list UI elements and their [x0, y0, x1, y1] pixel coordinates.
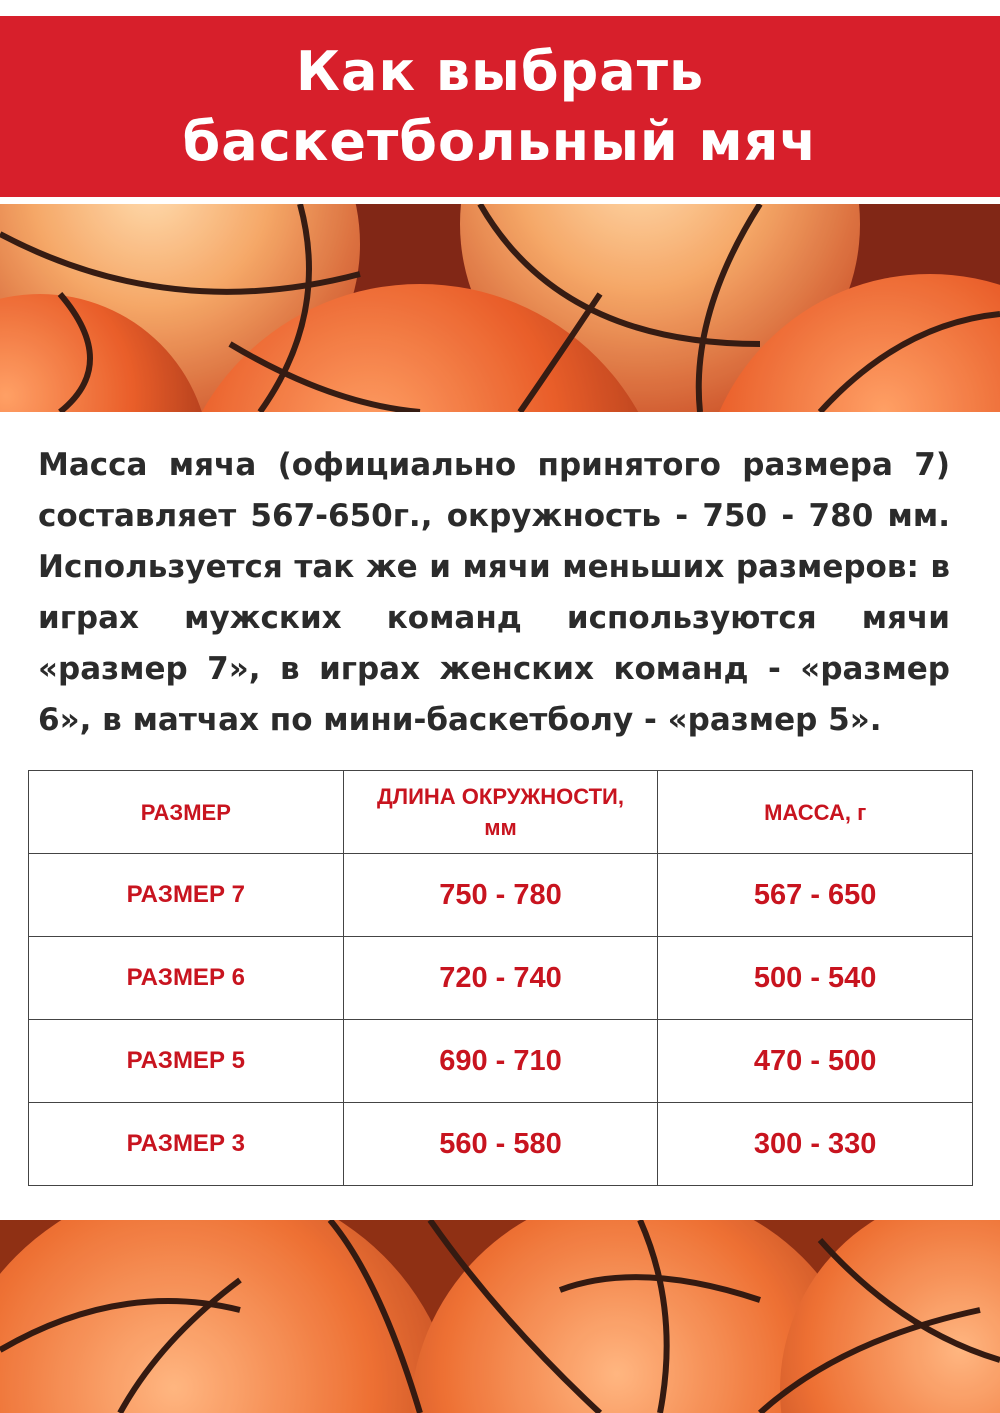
table-row	[29, 1103, 973, 1186]
basketballs-image-bottom	[0, 1220, 1000, 1413]
ball-size-table	[28, 770, 973, 1186]
circumference-cell: 720 - 740	[343, 937, 658, 1020]
table-row	[29, 937, 973, 1020]
circumference-cell: 750 - 780	[343, 854, 658, 937]
size-cell: РАЗМЕР 5	[29, 1020, 344, 1103]
table-row	[29, 854, 973, 937]
circumference-cell: 690 - 710	[343, 1020, 658, 1103]
circumference-cell: 560 - 580	[343, 1103, 658, 1186]
size-cell: РАЗМЕР 6	[29, 937, 344, 1020]
mass-cell: 500 - 540	[658, 937, 973, 1020]
table-row	[29, 1020, 973, 1103]
header-circumference	[343, 771, 658, 854]
title-line-2: баскетбольный мяч	[182, 109, 818, 173]
mass-cell: 567 - 650	[658, 854, 973, 937]
header-circumference-text: ДЛИНА ОКРУЖНОСТИ, мм	[376, 784, 624, 840]
title-line-1: Как выбрать	[295, 39, 705, 103]
size-cell: РАЗМЕР 7	[29, 854, 344, 937]
table-header-row	[29, 771, 973, 854]
header-mass: МАССА, г	[658, 771, 973, 854]
intro-paragraph: Масса мяча (официально принятого размера 7) составляет 567-650г., окружность - 750 - 780 мм. Используется так же и мячи меньших размеров: в играх мужских команд используются мячи «размер 7», в играх женских команд - «размер 6», в матчах по мини-баскетболу - «размер 5».	[38, 447, 950, 738]
size-cell: РАЗМЕР 3	[29, 1103, 344, 1186]
header-size: РАЗМЕР	[29, 771, 344, 854]
basketballs-image-top	[0, 204, 1000, 412]
mass-cell: 470 - 500	[658, 1020, 973, 1103]
mass-cell: 300 - 330	[658, 1103, 973, 1186]
title-banner	[0, 16, 1000, 197]
